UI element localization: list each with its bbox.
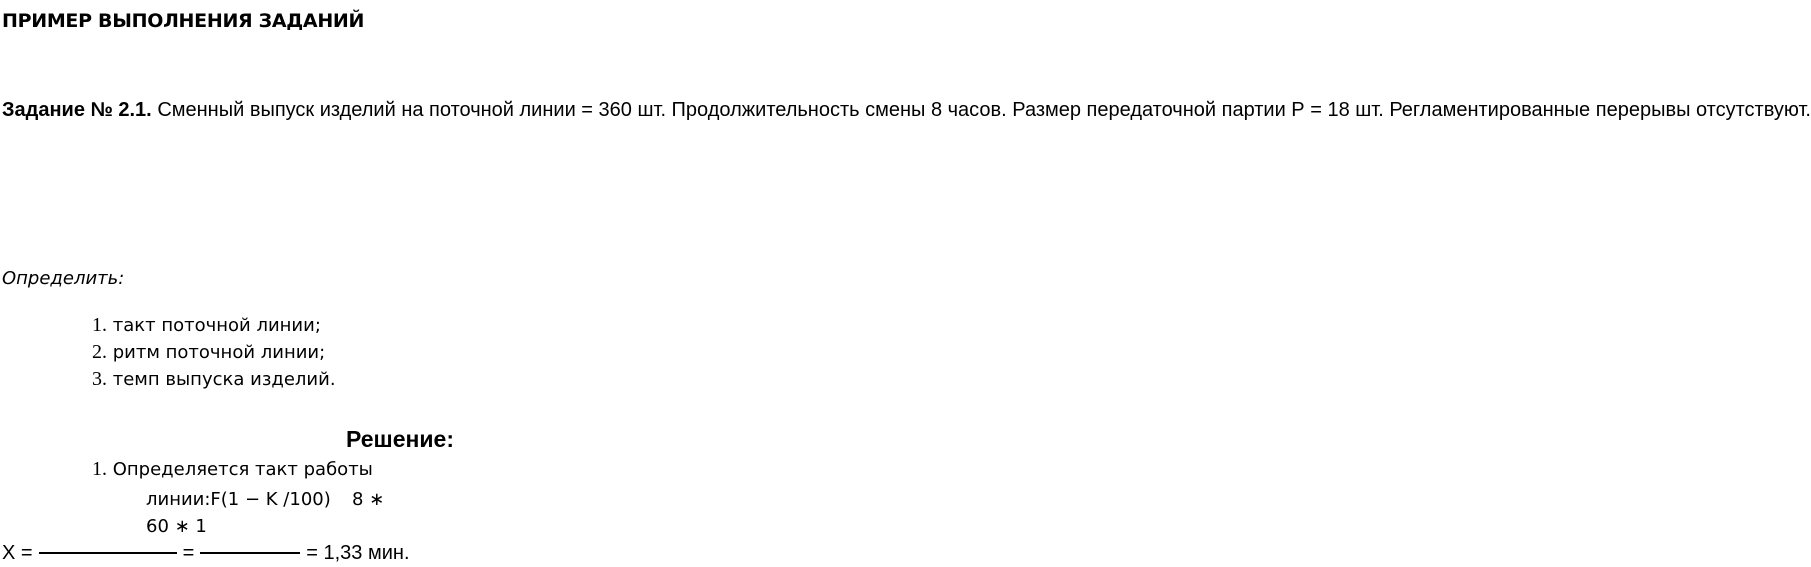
final-formula: [2, 542, 410, 565]
list-item-text: такт поточной линии;: [112, 315, 321, 336]
list-item-number: 2.: [92, 341, 107, 363]
formula-numerator-right: 8 ∗: [352, 489, 385, 510]
final-result: = 1,33 мин.: [306, 542, 410, 564]
page-heading: ПРИМЕР ВЫПОЛНЕНИЯ ЗАДАНИЙ: [2, 10, 365, 32]
list-item: [92, 339, 336, 366]
formula-denominator: 60 ∗ 1: [146, 516, 207, 537]
final-mid: =: [182, 542, 195, 564]
list-item-text: ритм поточной линии;: [112, 342, 326, 363]
solution-step-text: Определяется такт работы: [112, 459, 373, 480]
task-text: Сменный выпуск изделий на поточной линии = 360 шт. Продолжительность смены 8 часов. Размер передаточной партии Р = 18 шт. Регламентированные перерывы отсутствуют.: [157, 99, 1811, 121]
task-label: Задание № 2.1.: [2, 99, 152, 121]
solution-step: [92, 458, 373, 481]
list-item: [92, 366, 336, 393]
task-paragraph: [2, 92, 1811, 129]
fraction-bar: [200, 552, 300, 554]
fraction-bar: [39, 552, 177, 554]
list-item-number: 1.: [92, 314, 107, 336]
define-label: Определить:: [2, 268, 125, 289]
final-left: X =: [2, 542, 33, 564]
formula-numerator: линии:F(1 − K /100): [146, 489, 331, 510]
list-item-number: 3.: [92, 368, 107, 390]
list-item-text: темп выпуска изделий.: [112, 369, 336, 390]
list-item: [92, 312, 336, 339]
solution-step-number: 1.: [92, 458, 107, 480]
solution-title: Решение:: [346, 426, 455, 452]
define-list: [92, 312, 336, 393]
